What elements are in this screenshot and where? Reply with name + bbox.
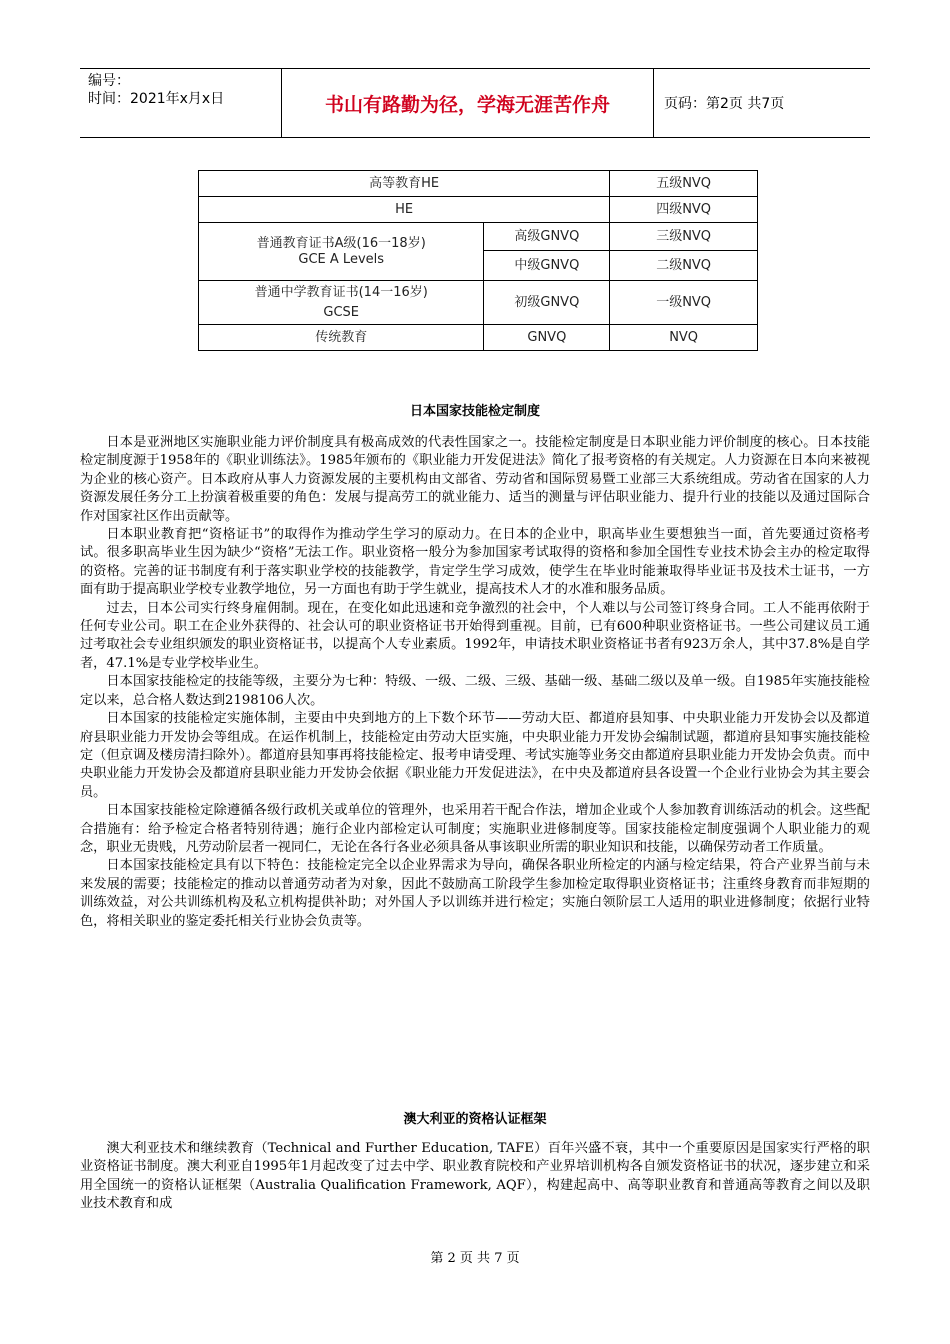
table-cell: 三级NVQ	[610, 223, 758, 251]
table-row	[199, 197, 758, 223]
table-cell: 四级NVQ	[610, 197, 758, 223]
section-body-japan	[80, 434, 870, 931]
table-cell: NVQ	[610, 325, 758, 351]
number-label: 编号：	[88, 73, 130, 89]
header-meta	[80, 69, 282, 137]
table-cell	[199, 223, 484, 281]
cell-line: 普通教育证书A级(16一18岁)	[256, 235, 426, 251]
page-footer: 第 2 页 共 7 页	[430, 1251, 520, 1266]
table-cell: 二级NVQ	[610, 251, 758, 281]
table-cell: 五级NVQ	[610, 171, 758, 197]
cell-line: GCE A Levels	[298, 251, 385, 267]
table-cell: 高级GNVQ	[484, 223, 610, 251]
paragraph: 日本国家技能检定具有以下特色：技能检定完全以企业界需求为导向，确保各职业所检定的内涵与检定结果，符合产业界当前与未来发展的需要；技能检定的推动以普通劳动者为对象，因此不鼓励高工阶段学生参加检定取得职业资格证书；注重终身教育而非短期的训练效益，对公共训练机构及私立机构提供补助；对外国人予以训练并进行检定；实施白领阶层工人适用的职业进修制度；依据行业特色，将相关职业的鉴定委托相关行业协会负责等。	[80, 858, 870, 929]
page-header	[80, 68, 870, 138]
table-cell: 一级NVQ	[610, 281, 758, 325]
paragraph: 过去，日本公司实行终身雇佣制。现在，在变化如此迅速和竞争激烈的社会中，个人难以与公司签订终身合同。工人不能再依附于任何专业公司。职工在企业外获得的、社会认可的职业资格证书开始得到重视。目前，已有600种职业资格证书。一些公司建议员工通过考取社会专业组织颁发的职业资格证书，以提高个人专业素质。1992年，申请技术职业资格证书者有923万余人，其中37.8%是自学者，47.1%是专业学校毕业生。	[80, 600, 870, 671]
cell-line: 普通中学教育证书(14一16岁)	[254, 284, 428, 300]
table-cell	[199, 281, 484, 325]
table-cell: 高等教育HE	[199, 171, 610, 197]
table-cell: 初级GNVQ	[484, 281, 610, 325]
paragraph: 日本职业教育把“资格证书”的取得作为推动学生学习的原动力。在日本的企业中，职高毕业生要想独当一面，首先要通过资格考试。很多职高毕业生因为缺少“资格”无法工作。职业资格一般分为参加国家考试取得的资格和参加全国性专业技术协会主办的检定取得的资格。完善的证书制度有利于落实职业学校的技能教学，肯定学生学习成效，使学生在毕业时能兼取得毕业证书及技术士证书，一方面有助于提高职业学校专业教学地位，另一方面也有助于学生就业，提高技术人才的水准和服务品质。	[80, 527, 870, 598]
table-row	[199, 325, 758, 351]
table-row	[199, 223, 758, 251]
paragraph: 日本国家的技能检定实施体制，主要由中央到地方的上下数个环节——劳动大臣、都道府县知事、中央职业能力开发协会以及都道府县职业能力开发协会等组成。在运作机制上，技能检定由劳动大臣实施，中央职业能力开发协会编制试题，都道府县知事实施技能检定（但京调及楼房清扫除外）。都道府县知事再将技能检定、报考申请受理、考试实施等业务交由都道府县职业能力开发协会负责。而中央职业能力开发协会及都道府县职业能力开发协会依据《职业能力开发促进法》，在中央及都道府县各设置一个企业行业协会为其主要会员。	[80, 711, 870, 800]
table-row	[199, 171, 758, 197]
table-cell: HE	[199, 197, 610, 223]
paragraph: 日本是亚洲地区实施职业能力评价制度具有极高成效的代表性国家之一。技能检定制度是日本职业能力评价制度的核心。日本技能检定制度源于1958年的《职业训练法》。1985年颁布的《职业能力开发促进法》简化了报考资格的有关规定。人力资源在日本向来被视为企业的核心资产。日本政府从事人力资源发展的主要机构由文部省、劳动省和国际贸易暨工业部三大系统组成。劳动省在国家的人力资源发展任务分工上扮演着极重要的角色：发展与提高劳工的就业能力、适当的测量与评估职业能力、提升行业的技能以及通过国际合作对国家社区作出贡献等。	[80, 435, 870, 524]
header-motto: 书山有路勤为径，学海无涯苦作舟	[282, 69, 654, 137]
qualification-table	[198, 170, 758, 351]
paragraph: 日本国家技能检定除遵循各级行政机关或单位的管理外，也采用若干配合作法，增加企业或个人参加教育训练活动的机会。这些配合措施有：给予检定合格者特别待遇；施行企业内部检定认可制度；实施职业进修制度等。国家技能检定制度强调个人职业能力的观念，职业无贵贱，凡劳动阶层者一视同仁，无论在各行各业必须具备从事该职业所需的职业知识和技能，以确保劳动者工作质量。	[80, 803, 870, 855]
section-title-japan: 日本国家技能检定制度	[409, 404, 540, 419]
time-label: 时间：2021年x月x日	[88, 91, 225, 107]
cell-line: GCSE	[323, 304, 360, 320]
header-page-info: 页码：第2页 共7页	[664, 96, 785, 112]
table-cell: 中级GNVQ	[484, 251, 610, 281]
table-cell: 传统教育	[199, 325, 484, 351]
table-row	[199, 281, 758, 325]
paragraph: 澳大利亚技术和继续教育（Technical and Further Education, TAFE）百年兴盛不衰，其中一个重要原因是国家实行严格的职业资格证书制度。澳大利亚自1995年1月起改变了过去中学、职业教育院校和产业界培训机构各自颁发资格证书的状况，逐步建立和采用全国统一的资格认证框架（Australia Qualification Framework, AQF），构建起高中、高等职业教育和普通高等教育之间以及职业技术教育和成	[80, 1141, 870, 1212]
section-title-australia: 澳大利亚的资格认证框架	[403, 1112, 547, 1127]
paragraph: 日本国家技能检定的技能等级，主要分为七种：特级、一级、二级、三级、基础一级、基础二级以及单一级。自1985年实施技能检定以来，总合格人数达到2198106人次。	[80, 674, 870, 708]
table-cell: GNVQ	[484, 325, 610, 351]
section-body-australia	[80, 1140, 870, 1214]
